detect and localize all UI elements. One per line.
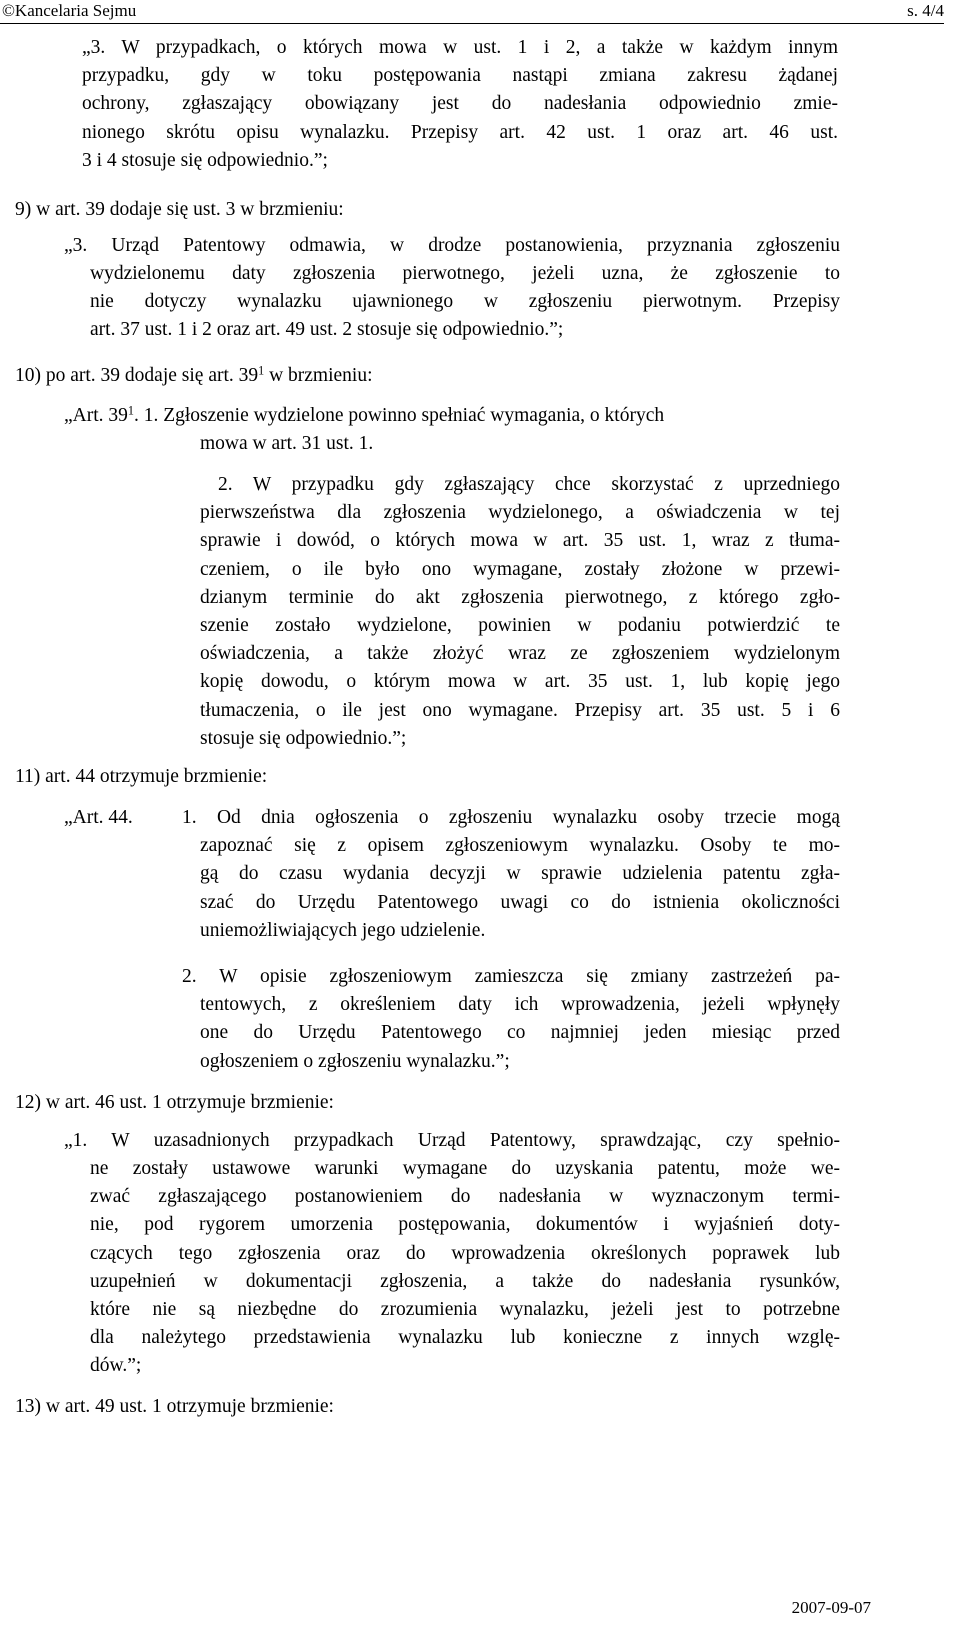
- art-39-1-heading: „Art. $39^1$. 1. Zgłoszenie wydzielone powinno spełniać wymagania, o których: [64, 403, 665, 426]
- amendment-item-12: 12) w art. 46 ust. 1 otrzymuje brzmienie:: [15, 1092, 334, 1113]
- text-line: sprawie i dowód, o których mowa w art. 35 ust. 1, wraz z tłuma-: [200, 530, 840, 552]
- amendment-item-11: 11) art. 44 otrzymuje brzmienie:: [15, 766, 268, 787]
- art-39-1-ust-1-continuation: mowa w art. 31 ust. 1.: [200, 433, 374, 454]
- paragraph-art-44-ust-2: [182, 963, 840, 1076]
- art-44-label: „Art. 44.: [64, 807, 133, 828]
- paragraph-art-46-ust-1-first: [64, 1127, 840, 1155]
- text-line: czeniem, o ile było ono wymagane, zostały złożone w przewi-: [200, 558, 840, 580]
- page-header: [0, 0, 944, 24]
- text-line: „3. W przypadkach, o których mowa w ust. 1 i 2, a także w każdym innym: [82, 37, 838, 58]
- amendment-item-13: 13) w art. 49 ust. 1 otrzymuje brzmienie:: [15, 1396, 334, 1417]
- text-line: pierwszeństwa dla zgłoszenia wydzielonego, a oświadczenia w tej: [200, 502, 840, 524]
- text-line: tentowych, z określeniem daty ich wprowadzenia, jeżeli wpłynęły: [200, 994, 840, 1016]
- amendment-item-9: 9) w art. 39 dodaje się ust. 3 w brzmieniu:: [15, 199, 344, 220]
- text-line: „3. Urząd Patentowy odmawia, w drodze postanowienia, przyznania zgłoszeniu: [64, 235, 840, 256]
- amendment-item-10: 10) po art. 39 dodaje się art. $39^1$ w brzmieniu:: [15, 363, 373, 386]
- paragraph-art-46-ust-1-rest: [90, 1155, 840, 1381]
- text-line: gą do czasu wydania decyzji w sprawie udzielenia patentu zgła-: [200, 863, 840, 885]
- text-line: przypadku, gdy w toku postępowania nastąpi zmiana zakresu żądanej: [82, 65, 838, 87]
- text-line: ochrony, zgłaszający obowiązany jest do nadesłania odpowiednio zmie-: [82, 93, 838, 115]
- text-line: dzianym terminie do akt zgłoszenia pierwotnego, z którego zgło-: [200, 586, 840, 608]
- text-line: 1. Od dnia ogłoszenia o zgłoszeniu wynalazku osoby trzecie mogą: [182, 807, 840, 828]
- text-line: zwać zgłaszającego postanowieniem do nadesłania w wyznaczonym termi-: [90, 1186, 840, 1208]
- header-page-number: s. 4/4: [907, 1, 944, 20]
- text-line: tłumaczenia, o ile jest ono wymagane. Przepisy art. 35 ust. 5 i 6: [200, 699, 840, 721]
- paragraph-ust-3: [82, 34, 838, 175]
- header-copyright: ©Kancelaria Sejmu: [2, 1, 137, 20]
- text-line: uniemożliwiających jego udzielenie.: [200, 919, 486, 941]
- text-line: nie, pod rygorem umorzenia postępowania, dokumentów i wyjaśnień doty-: [90, 1214, 840, 1236]
- text-line: art. 37 ust. 1 i 2 oraz art. 49 ust. 2 stosuje się odpowiednio.”;: [90, 319, 564, 341]
- text-line: wydzielonemu daty zgłoszenia pierwotnego, jeżeli uzna, że zgłoszenie to: [90, 263, 840, 284]
- text-line: szać do Urzędu Patentowego uwagi co do istnienia okoliczności: [200, 891, 840, 913]
- text-line: 2. W opisie zgłoszeniowym zamieszcza się zmiany zastrzeżeń pa-: [182, 966, 840, 987]
- text-line: zapoznać się z opisem zgłoszeniowym wynalazku. Osoby te mo-: [200, 835, 840, 857]
- text-line: dla należytego przedstawienia wynalazku lub konieczne z innych wzglę-: [90, 1327, 840, 1349]
- text-line: one do Urzędu Patentowego co najmniej jeden miesiąc przed: [200, 1022, 840, 1044]
- text-line: nie dotyczy wynalazku ujawnionego w zgłoszeniu pierwotnym. Przepisy: [90, 291, 840, 313]
- text-line: „1. W uzasadnionych przypadkach Urząd Patentowy, sprawdzając, czy spełnio-: [64, 1130, 840, 1151]
- paragraph-art-44-ust-1: [182, 804, 840, 945]
- paragraph-art-39-1-ust-2: [200, 471, 840, 753]
- text-line: uzupełnień w dokumentacji zgłoszenia, a także do nadesłania rysunków,: [90, 1270, 840, 1292]
- footer-date: 2007-09-07: [791, 1598, 871, 1617]
- text-line: ne zostały ustawowe warunki wymagane do uzyskania patentu, może we-: [90, 1158, 840, 1179]
- text-line: które nie są niezbędne do zrozumienia wynalazku, jeżeli jest to potrzebne: [90, 1299, 840, 1321]
- text-line: 3 i 4 stosuje się odpowiednio.”;: [82, 149, 328, 171]
- text-line: stosuje się odpowiednio.”;: [200, 727, 407, 749]
- text-line: nionego skrótu opisu wynalazku. Przepisy art. 42 ust. 1 oraz art. 46 ust.: [82, 121, 838, 143]
- text-line: dów.”;: [90, 1355, 142, 1377]
- text-line: szenie zostało wydzielone, powinien w podaniu potwierdzić te: [200, 615, 840, 637]
- text-line: czących tego zgłoszenia oraz do wprowadzenia określonych poprawek lub: [90, 1242, 840, 1264]
- text-line: kopię dowodu, o którym mowa w art. 35 ust. 1, lub kopię jego: [200, 671, 840, 693]
- text-line: oświadczenia, a także złożyć wraz ze zgłoszeniem wydzielonym: [200, 643, 840, 665]
- paragraph-art-39-ust-3-rest: [90, 260, 840, 345]
- text-line: 2. W przypadku gdy zgłaszający chce skorzystać z uprzedniego: [218, 474, 840, 495]
- paragraph-art-39-ust-3-first: [64, 232, 840, 260]
- text-line: ogłoszeniem o zgłoszeniu wynalazku.”;: [200, 1050, 510, 1072]
